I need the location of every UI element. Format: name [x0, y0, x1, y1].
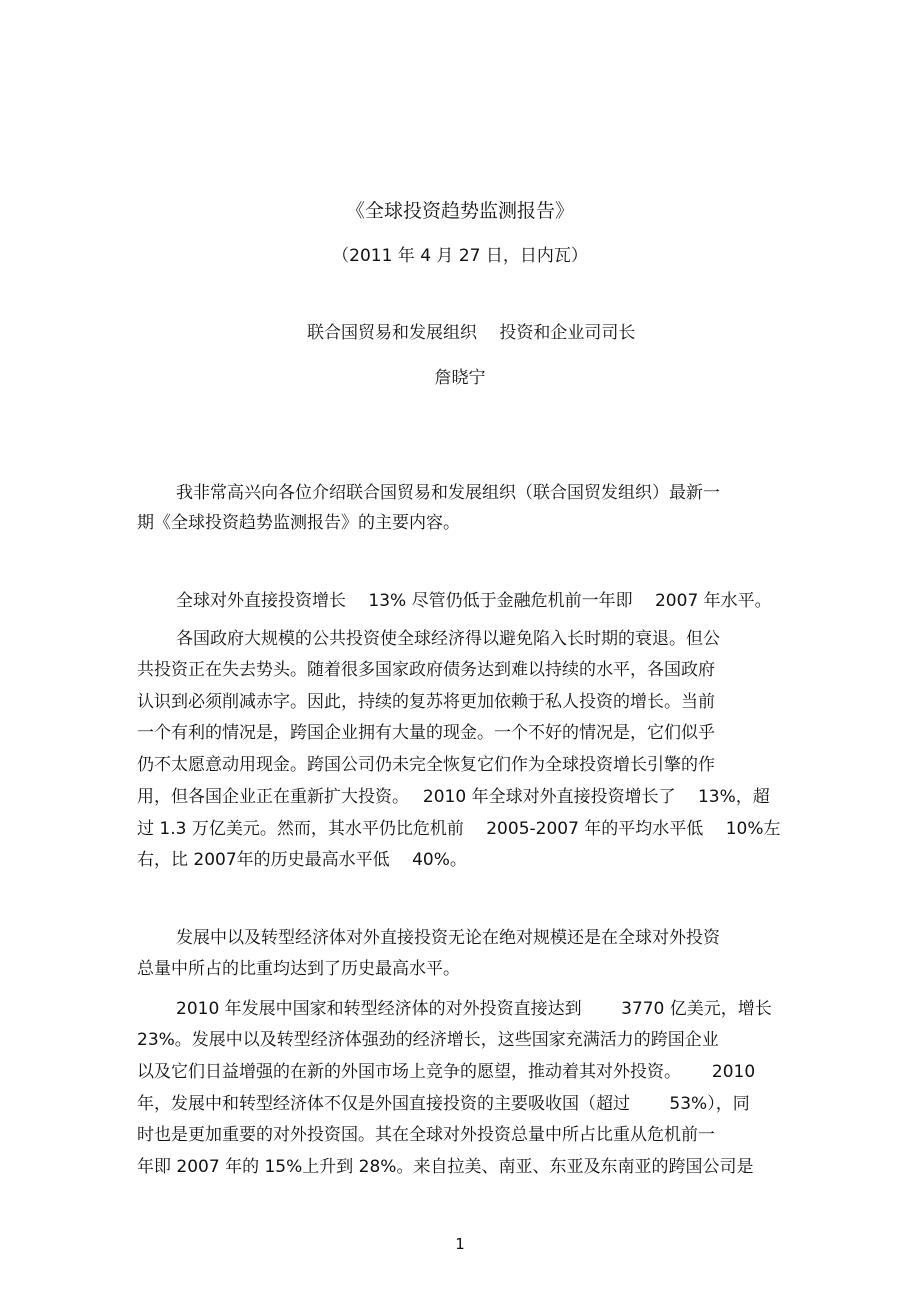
paragraph-line: 时也是更加重要的对外投资国。其在全球对外投资总量中所占比重从危机前一: [137, 1125, 715, 1145]
author-organization: 联合国贸易和发展组织 投资和企业司司长: [307, 323, 636, 343]
paragraph-line: 认识到必须削减赤字。因此，持续的复苏将更加依赖于私人投资的增长。当前: [137, 692, 715, 712]
paragraph-line: 23%。发展中以及转型经济体强劲的经济增长，这些国家充满活力的跨国企业: [137, 1030, 719, 1050]
date-location-line: （2011 年 4 月 27 日，日内瓦）: [332, 246, 588, 266]
paragraph-line: 以及它们日益增强的在新的外国市场上竞争的愿望，推动着其对外投资。 2010: [137, 1062, 756, 1082]
paragraph-line: 共投资正在失去势头。随着很多国家政府债务达到难以持续的水平，各国政府: [137, 660, 715, 680]
section2-heading-line: 发展中以及转型经济体对外直接投资无论在绝对规模还是在全球对外投资: [176, 928, 720, 948]
paragraph-line: 各国政府大规模的公共投资使全球经济得以避免陷入长时期的衰退。但公: [176, 629, 720, 649]
paragraph-line: 2010 年发展中国家和转型经济体的对外投资直接达到 3770 亿美元，增长: [176, 999, 772, 1019]
document-title: 《全球投资趋势监测报告》: [345, 200, 574, 222]
intro-line: 期《全球投资趋势监测报告》的主要内容。: [137, 513, 460, 533]
page-number: 1: [455, 1235, 465, 1253]
paragraph-line: 年即 2007 年的 15%上升到 28%。来自拉美、南亚、东亚及东南亚的跨国公司是: [137, 1157, 754, 1177]
author-name: 詹晓宁: [434, 368, 486, 388]
paragraph-line: 仍不太愿意动用现金。跨国公司仍未完全恢复它们作为全球投资增长引擎的作: [137, 755, 715, 775]
paragraph-line: 年，发展中和转型经济体不仅是外国直接投资的主要吸收国（超过 53%），同: [137, 1094, 750, 1114]
paragraph-line: 用，但各国企业正在重新扩大投资。 2010 年全球对外直接投资增长了 13%，超: [137, 787, 770, 807]
paragraph-line: 过 1.3 万亿美元。然而，其水平仍比危机前 2005-2007 年的平均水平低 10%左: [137, 819, 781, 839]
paragraph-line: 右，比 2007年的历史最高水平低 40%。: [137, 850, 467, 870]
section1-heading: 全球对外直接投资增长 13% 尽管仍低于金融危机前一年即 2007 年水平。: [176, 591, 772, 611]
intro-line: 我非常高兴向各位介绍联合国贸易和发展组织（联合国贸发组织）最新一: [176, 483, 720, 503]
section2-heading-line: 总量中所占的比重均达到了历史最高水平。: [137, 959, 460, 979]
paragraph-line: 一个有利的情况是，跨国企业拥有大量的现金。一个不好的情况是，它们似乎: [137, 723, 715, 743]
